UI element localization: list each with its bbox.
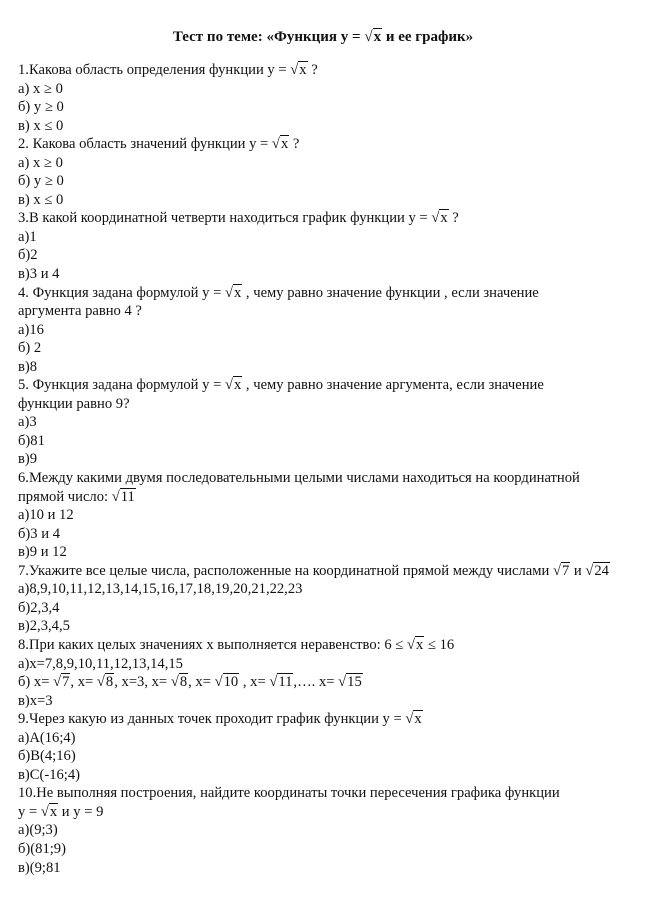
question-5-option-a: а)3	[18, 414, 37, 431]
question-7-option-a: а)8,9,10,11,12,13,14,15,16,17,18,19,20,21,22,23	[18, 581, 303, 598]
question-6-option-a: а)10 и 12	[18, 507, 74, 524]
question-8-option-c: в)х=3	[18, 692, 53, 709]
question-2-option-a: а) х ≥ 0	[18, 154, 63, 171]
question-2-option-b: б) у ≥ 0	[18, 173, 64, 190]
question-4-option-b: б) 2	[18, 340, 42, 357]
question-7-text: 7.Укажите все целые числа, расположенные на координатной прямой между числами √7 и √24	[18, 562, 609, 579]
question-list	[18, 61, 640, 877]
question-3-option-a: а)1	[18, 228, 37, 245]
question-10-option-a: а)(9;3)	[18, 822, 58, 839]
question-8-text: 8.При каких целых значениях х выполняется неравенство: 6 ≤ √x ≤ 16	[18, 636, 455, 653]
question-4-text-line-1: 4. Функция задана формулой у = √x , чему равно значение функции , если значение	[18, 284, 539, 301]
question-7-option-b: б)2,3,4	[18, 599, 60, 616]
question-8-option-a: а)х=7,8,9,10,11,12,13,14,15	[18, 655, 183, 672]
question-6-text-line-2: прямой число: √11	[18, 488, 135, 505]
question-6-option-b: б)3 и 4	[18, 525, 60, 542]
question-10-option-c: в)(9;81	[18, 859, 61, 876]
question-1-option-b: б) у ≥ 0	[18, 99, 64, 116]
question-10-option-b: б)(81;9)	[18, 840, 66, 857]
question-4-option-c: в)8	[18, 358, 38, 375]
question-3-option-c: в)3 и 4	[18, 266, 60, 283]
question-3-option-b: б)2	[18, 247, 38, 264]
question-5-text-line-2: функции равно 9?	[18, 395, 130, 412]
question-8-option-b: б) х= √7, х= √8, х=3, х= √8, х= √10 , х= √11,…. х= √15	[18, 674, 362, 691]
question-9-option-c: в)С(-16;4)	[18, 766, 81, 783]
question-1-option-a: а) х ≥ 0	[18, 80, 63, 97]
question-5-text-line-1: 5. Функция задана формулой у = √x , чему равно значение аргумента, если значение	[18, 377, 544, 394]
question-6-text-line-1: 6.Между какими двумя последовательными целыми числами находиться на координатной	[18, 470, 580, 487]
question-10-text-line-1: 10.Не выполняя построения, найдите координаты точки пересечения графика функции	[18, 785, 560, 802]
test-title: Тест по теме: «Функция у = √x и ее график»	[172, 29, 474, 45]
question-5-option-b: б)81	[18, 432, 45, 449]
question-4-option-a: а)16	[18, 321, 44, 338]
question-10-text-line-2: у = √x и у = 9	[18, 803, 104, 820]
question-6-option-c: в)9 и 12	[18, 544, 67, 561]
question-2-text: 2. Какова область значений функции у = √x ?	[18, 136, 300, 153]
question-3-text: 3.В какой координатной четверти находиться график функции у = √x ?	[18, 210, 459, 227]
question-2-option-c: в) х ≤ 0	[18, 191, 64, 208]
question-9-option-a: а)А(16;4)	[18, 729, 76, 746]
question-7-option-c: в)2,3,4,5	[18, 618, 70, 635]
question-1-text: 1.Какова область определения функции у = √x ?	[18, 62, 318, 78]
question-1-option-c: в) х ≤ 0	[18, 117, 64, 134]
question-9-text: 9.Через какую из данных точек проходит график функции у = √x	[18, 711, 422, 728]
question-4-text-line-2: аргумента равно 4 ?	[18, 303, 142, 320]
question-9-option-b: б)В(4;16)	[18, 748, 76, 765]
question-5-option-c: в)9	[18, 451, 38, 468]
